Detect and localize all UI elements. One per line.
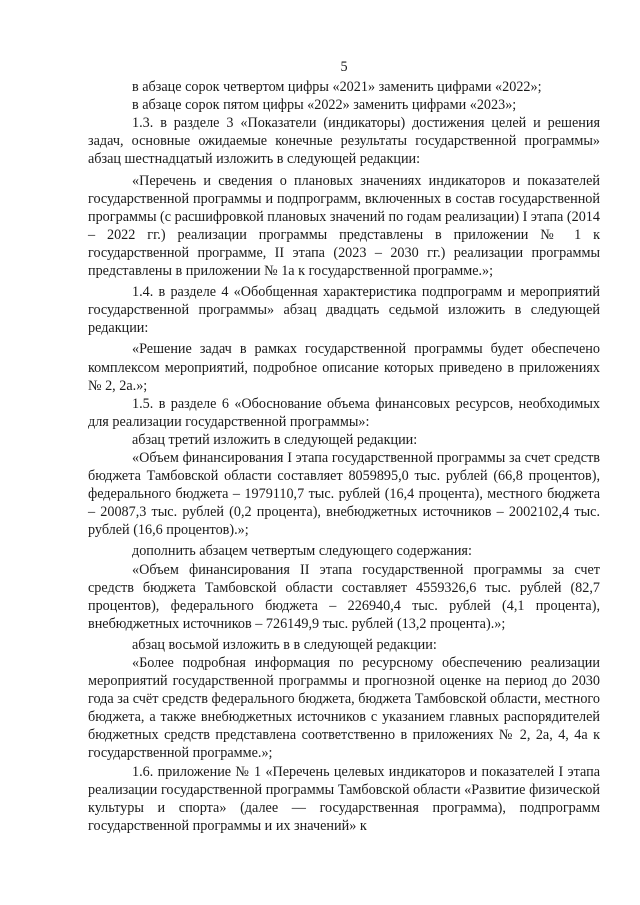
- paragraph-1-5-eighth-quote: «Более подробная информация по ресурсному обеспечению реализации мероприятий государственной программы и прогнозной оценке на период до 2030 года за счёт средств федерального бюджета, бюджета Тамбовской области, местного бюджета, а также внебюджетных источников с указанием главных распорядителей бюджетных средств представлена соответственно в приложениях № 2, 2а, 4, 4а к государственной программе.»;: [88, 655, 600, 762]
- paragraph-1-5-fourth: дополнить абзацем четвертым следующего содержания:: [132, 543, 472, 560]
- paragraph-1-5-fourth-quote: «Объем финансирования II этапа государственной программы за счет средств бюджета Тамбовской области составляет 4559326,6 тыс. рублей (82,7 процентов), федерального бюджета – 226940,4 тыс. рублей (4,1 процента), внебюджетных источников – 726149,9 тыс. рублей (13,2 процента).»;: [88, 561, 600, 632]
- paragraph-1-3-quote: «Перечень и сведения о плановых значениях индикаторов и показателей государственной программы и подпрограмм, включенных в состав государственной программы (с расшифровкой плановых значений по годам реализации) I этапа (2014 – 2022 гг.) реализации программы представлены в приложении № 1 к государственной программе, II этапа (2023 – 2030 гг.) реализации программы представлены в приложении № 1а к государственной программе.»;: [88, 172, 600, 280]
- paragraph-1-4-quote: «Решение задач в рамках государственной программы будет обеспечено комплексом мероприятий, подробное описание которых приведено в приложениях № 2, 2а.»;: [88, 341, 600, 394]
- paragraph-1-5: 1.5. в разделе 6 «Обоснование объема финансовых ресурсов, необходимых для реализации государственной программы»:: [88, 395, 600, 430]
- paragraph-44: в абзаце сорок четвертом цифры «2021» заменить цифрами «2022»;: [132, 79, 542, 96]
- paragraph-1-5-third: абзац третий изложить в следующей редакции:: [132, 431, 418, 448]
- document-page: [88, 58, 600, 835]
- page-number: 5: [340, 59, 348, 75]
- paragraph-1-3: 1.3. в разделе 3 «Показатели (индикаторы) достижения целей и решения задач, основные ожидаемые конечные результаты государственной программы» абзац шестнадцатый изложить в следующей редакции:: [88, 115, 600, 168]
- paragraph-1-6: 1.6. приложение № 1 «Перечень целевых индикаторов и показателей I этапа реализации государственной программы Тамбовской области «Развитие физической культуры и спорта» (далее — государственная программа), подпрограмм государственной программы и их значений» к: [88, 763, 600, 834]
- paragraph-1-5-eighth: абзац восьмой изложить в в следующей редакции:: [132, 636, 437, 653]
- paragraph-1-5-third-quote: «Объем финансирования I этапа государственной программы за счет средств бюджета Тамбовской области составляет 8059895,0 тыс. рублей (66,8 процентов), федерального бюджета – 1979110,7 тыс. рублей (16,4 процента), местного бюджета – 20087,3 тыс. рублей (0,2 процента), внебюджетных источников – 2002102,4 тыс. рублей (16,6 процентов).»;: [88, 449, 600, 539]
- paragraph-1-4: 1.4. в разделе 4 «Обобщенная характеристика подпрограмм и мероприятий государственной программы» абзац двадцать седьмой изложить в следующей редакции:: [88, 284, 600, 337]
- paragraph-45: в абзаце сорок пятом цифры «2022» заменить цифрами «2023»;: [132, 97, 517, 114]
